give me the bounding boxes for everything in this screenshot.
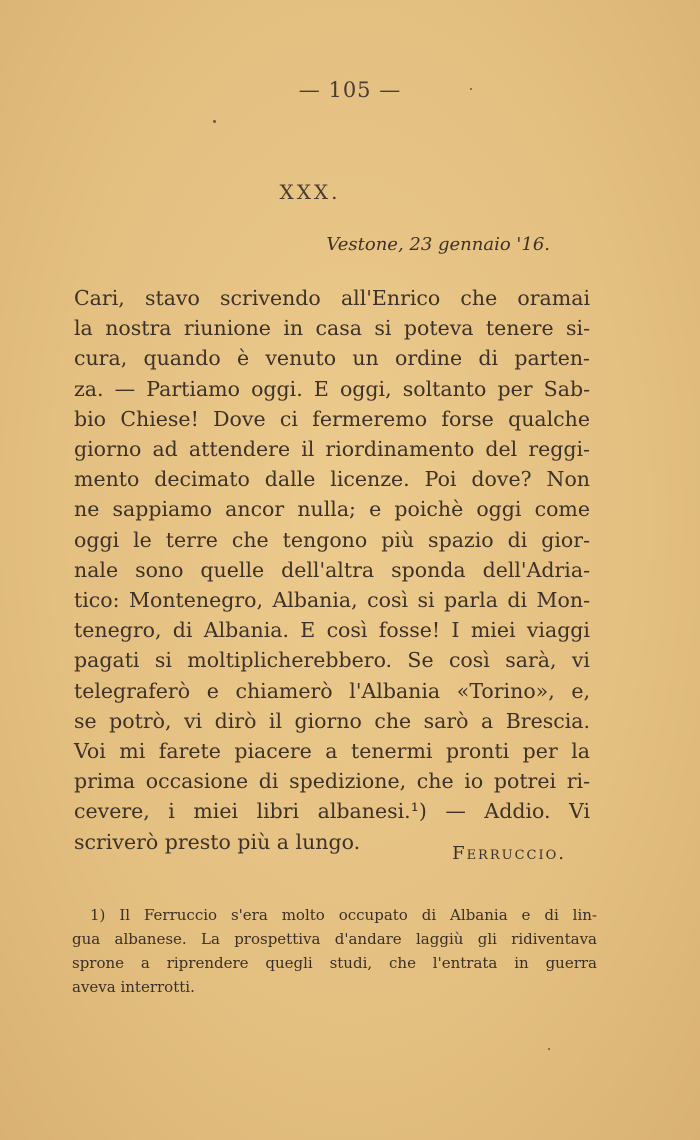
body-line: oggi le terre che tengono più spazio di gior- (74, 527, 590, 552)
letter-signature: Ferruccio. (452, 843, 566, 864)
body-line: mento decimato dalle licenze. Poi dove? Non (74, 467, 590, 492)
body-line: cura, quando è venuto un ordine di parten- (74, 346, 590, 371)
paper-speck (213, 120, 216, 123)
footnote-line: sprone a riprendere quegli studi, che l'entrata in guerra (72, 954, 597, 972)
body-line: scriverò presto più a lungo. (74, 829, 361, 854)
body-line: tico: Montenegro, Albania, così si parla di Mon- (74, 588, 590, 613)
body-line: tenegro, di Albania. E così fosse! I miei viaggi (74, 618, 590, 643)
body-line: se potrò, vi dirò il giorno che sarò a Brescia. (74, 708, 590, 733)
body-line: cevere, i miei libri albanesi.¹) — Addio. Vi (74, 799, 590, 824)
body-line: prima occasione di spedizione, che io potrei ri- (74, 769, 590, 794)
letter-dateline: Vestone, 23 gennaio '16. (326, 234, 550, 255)
body-line: nale sono quelle dell'altra sponda dell'Adria- (74, 557, 590, 582)
page-number: — 105 — (298, 78, 402, 102)
footnote-line: gua albanese. La prospettiva d'andare laggiù gli ridiventava (72, 930, 597, 948)
body-line: Voi mi farete piacere a tenermi pronti per la (74, 739, 590, 764)
paper-speck (470, 88, 472, 90)
body-line: Cari, stavo scrivendo all'Enrico che oramai (74, 286, 590, 310)
body-line: telegraferò e chiamerò l'Albania «Torino», e, (74, 678, 590, 703)
letter-body (74, 283, 590, 857)
body-line: pagati si moltiplicherebbero. Se così sarà, vi (74, 648, 590, 673)
footnote-line: aveva interrotti. (72, 978, 195, 996)
body-line: giorno ad attendere il riordinamento del reggi- (74, 437, 590, 462)
body-line: za. — Partiamo oggi. E oggi, soltanto per Sab- (74, 376, 590, 401)
footnote-line: 1) Il Ferruccio s'era molto occupato di Albania e di lin- (90, 906, 597, 924)
chapter-heading: XXX. (279, 180, 341, 204)
body-line: ne sappiamo ancor nulla; e poichè oggi come (74, 497, 590, 522)
body-line: la nostra riunione in casa si poteva tenere si- (74, 316, 590, 341)
footnote (72, 903, 597, 999)
paper-speck (548, 1048, 550, 1050)
body-line: bio Chiese! Dove ci fermeremo forse qualche (74, 406, 590, 431)
